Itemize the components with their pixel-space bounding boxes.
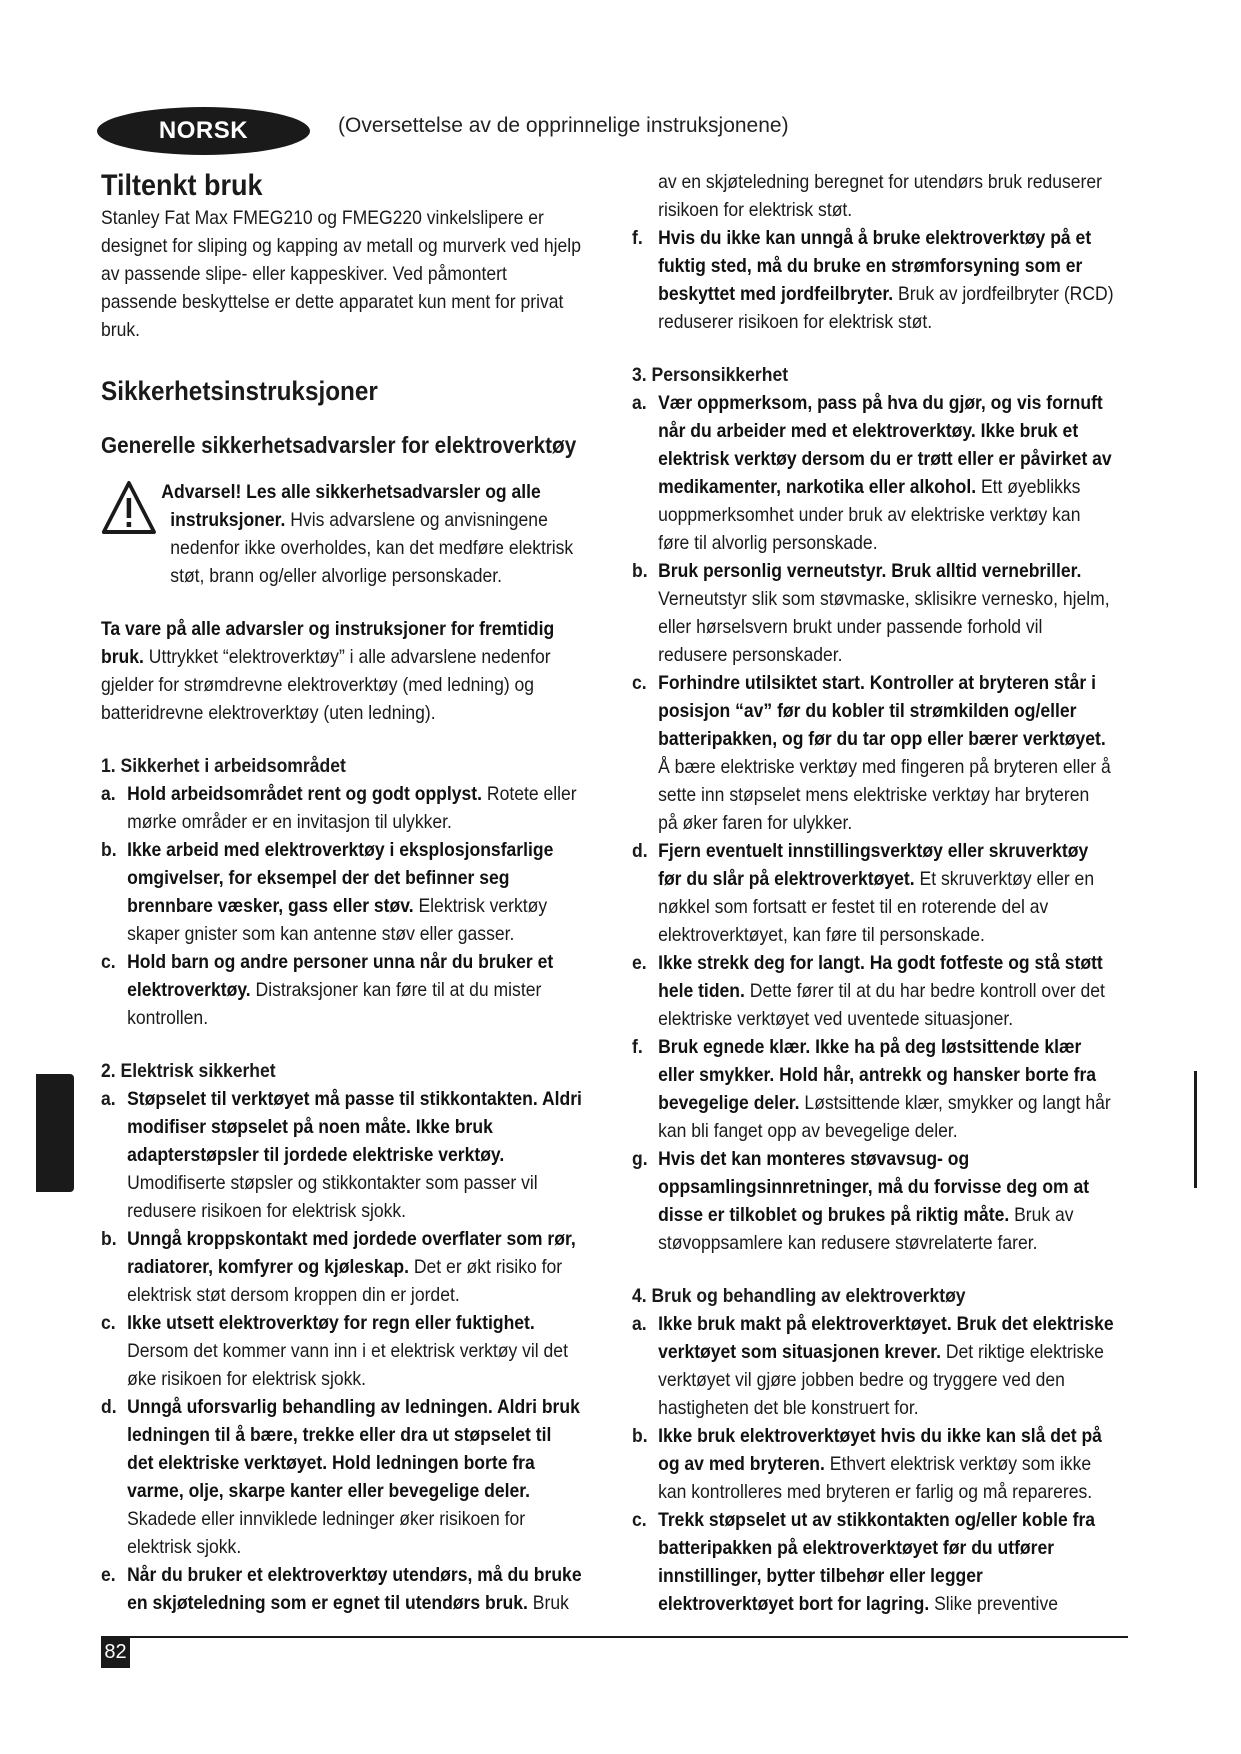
list-item: a. Vær oppmerksom, pass på hva du gjør, og vis fornuft når du arbeider med et elektroverktøy. Ikke bruk et elektrisk verktøy dersom du er trøtt eller er påvirket av medikamenter, narkotika eller alkohol. Ett øyeblikks uoppmerksomhet under bruk av elektriske verktøy kan føre til alvorlig personskade. [632,392,1112,554]
list-item: c. Forhindre utilsiktet start. Kontroller at bryteren står i posisjon “av” før du kobler til strømkilden og/eller batteripakken, og før du tar opp eller bærer verktøyet. Å bære elektriske verktøy med fingeren på bryteren eller å sette inn støpselet mens elektriske verktøy har bryteren på øker faren for ulykker. [632,672,1111,834]
language-badge: NORSK [97,107,310,155]
language-tab-marker [36,1074,74,1192]
list-item: f. Bruk egnede klær. Ikke ha på deg løstsittende klær eller smykker. Hold hår, antrekk og hansker borte fra bevegelige deler. Løstsittende klær, smykker og langt hår kan bli fanget opp av bevegelige deler. [632,1036,1111,1142]
warning-text: Hvis advarslene og anvisningene [285,509,548,531]
list-item: c. Hold barn og andre personer unna når du bruker et elektroverktøy. Distraksjoner kan føre til at du mister kontrollen. [101,951,554,1029]
intended-use-line: designet for sliping og kapping av metall og murverk ved hjelp [101,235,581,257]
intended-use-line: bruk. [101,319,141,341]
footer-divider [101,1636,1128,1638]
warning-block [101,478,596,590]
page-number: 82 [101,1637,130,1668]
list-item: g. Hvis det kan monteres støvavsug- og oppsamlingsinnretninger, må du forvisse deg om at disse er tilkoblet og brukes på riktig måte. Bruk av støvoppsamlere kan redusere støvrelaterte farer. [632,1148,1090,1254]
list-item: a. Støpselet til verktøyet må passe til stikkontakten. Aldri modifiser støpselet på noen måte. Ikke bruk adapterstøpsler til jordede elektriske verktøy. Umodifiserte støpsler og stikkontakter som passer vil redusere risikoen for elektrisk sjokk. [101,1088,582,1222]
section-4-heading: 4. Bruk og behandling av elektroverktøy [632,1285,966,1307]
margin-line-marker [1194,1071,1197,1188]
intended-use-line: passende beskyttelse er dette apparatet kun ment for privat [101,291,564,313]
warning-text: støt, brann og/eller alvorlige personskader. [170,565,502,587]
section-3-heading: 3. Personsikkerhet [632,364,789,386]
warning-triangle-icon [101,480,157,535]
section-1-heading: 1. Sikkerhet i arbeidsområdet [101,755,346,777]
warning-text: nedenfor ikke overholdes, kan det medføre elektrisk [170,537,574,559]
safety-instructions-title: Sikkerhetsinstruksjoner [101,376,378,406]
warning-bold: instruksjoner. [170,509,286,531]
list-item: d. Unngå uforsvarlig behandling av ledningen. Aldri bruk ledningen til å bære, trekke eller dra ut støpselet til det elektriske verktøyet. Hold ledningen borte fra varme, olje, skarpe kanter eller bevegelige deler. Skadede eller innviklede ledninger øker risikoen for elektrisk sjokk. [101,1396,580,1558]
translation-note: (Oversettelse av de opprinnelige instruksjonene) [338,114,789,137]
list-item: a. Ikke bruk makt på elektroverktøyet. Bruk det elektriske verktøyet som situasjonen krever. Det riktige elektriske verktøyet vil gjøre jobben bedre og tryggere ved den hastigheten det ble konstruert for. [632,1313,1114,1419]
right-column [632,168,1123,1618]
list-item: c. Ikke utsett elektroverktøy for regn eller fuktighet. Dersom det kommer vann inn i et elektrisk verktøy vil det øke risikoen for elektrisk sjokk. [101,1312,568,1390]
left-column [101,168,596,1617]
keep-instructions-block [101,615,596,727]
warning-bold: Advarsel! Les alle sikkerhetsadvarsler og alle [161,481,541,503]
list-item: b. Bruk personlig verneutstyr. Bruk alltid vernebriller. Verneutstyr slik som støvmaske, sklisikre vernesko, hjelm, eller hørselsvern brukt under passende forhold vil redusere personskader. [632,560,1110,666]
list-item: d. Fjern eventuelt innstillingsverktøy eller skruverktøy før du slår på elektroverktøyet. Et skruverktøy eller en nøkkel som fortsatt er festet til en roterende del av elektroverktøyet, kan føre til personskade. [632,840,1095,946]
list-item: c. Trekk støpselet ut av stikkontakten og/eller koble fra batteripakken på elektroverktøyet før du utfører innstillinger, bytter tilbehør eller legger elektroverktøyet bort for lagring. Slike preventive [632,1509,1096,1615]
list-item: f. Hvis du ikke kan unngå å bruke elektroverktøy på et fuktig sted, må du bruke en strømforsyning som er beskyttet med jordfeilbryter. Bruk av jordfeilbryter (RCD) reduserer risikoen for elektrisk støt. [632,227,1114,333]
intended-use-title: Tiltenkt bruk [101,169,263,202]
section-2-heading: 2. Elektrisk sikkerhet [101,1060,276,1082]
list-item: e. Ikke strekk deg for langt. Ha godt fotfeste og stå støtt hele tiden. Dette fører til at du har bedre kontroll over det elektriske verktøyet ved uventede situasjoner. [632,952,1105,1030]
list-item-continuation: av en skjøteledning beregnet for utendørs bruk reduserer risikoen for elektrisk støt. [658,171,1102,221]
list-item: b. Ikke arbeid med elektroverktøy i eksplosjonsfarlige omgivelser, for eksempel der det befinner seg brennbare væsker, gass eller støv. Elektrisk verktøy skaper gnister som kan antenne støv eller gasser. [101,839,554,945]
intended-use-line: av passende slipe- eller kappeskiver. Ved påmontert [101,263,507,285]
keep-text: gjelder for strømdrevne elektroverktøy (med ledning) og [101,674,535,696]
keep-text: batteridrevne elektroverktøy (uten ledning). [101,702,436,724]
list-item: e. Når du bruker et elektroverktøy utendørs, må du bruke en skjøteledning som er egnet til utendørs bruk. Bruk [101,1564,582,1614]
keep-bold: Ta vare på alle advarsler og instruksjoner for fremtidig [101,618,555,640]
list-item: b. Ikke bruk elektroverktøyet hvis du ikke kan slå det på og av med bryteren. Ethvert elektrisk verktøy som ikke kan kontrolleres med bryteren er farlig og må repareres. [632,1425,1102,1503]
keep-text: Uttrykket “elektroverktøy” i alle advarslene nedenfor [143,646,551,668]
keep-bold: bruk. [101,646,144,668]
general-warnings-title: Generelle sikkerhetsadvarsler for elektroverktøy [101,432,577,458]
intended-use-line: Stanley Fat Max FMEG210 og FMEG220 vinkelslipere er [101,207,544,229]
list-item: b. Unngå kroppskontakt med jordede overflater som rør, radiatorer, komfyrer og kjøleskap. Det er økt risiko for elektrisk støt dersom kroppen din er jordet. [101,1228,576,1306]
list-item: a. Hold arbeidsområdet rent og godt opplyst. Rotete eller mørke områder er en invitasjon til ulykker. [101,783,577,833]
